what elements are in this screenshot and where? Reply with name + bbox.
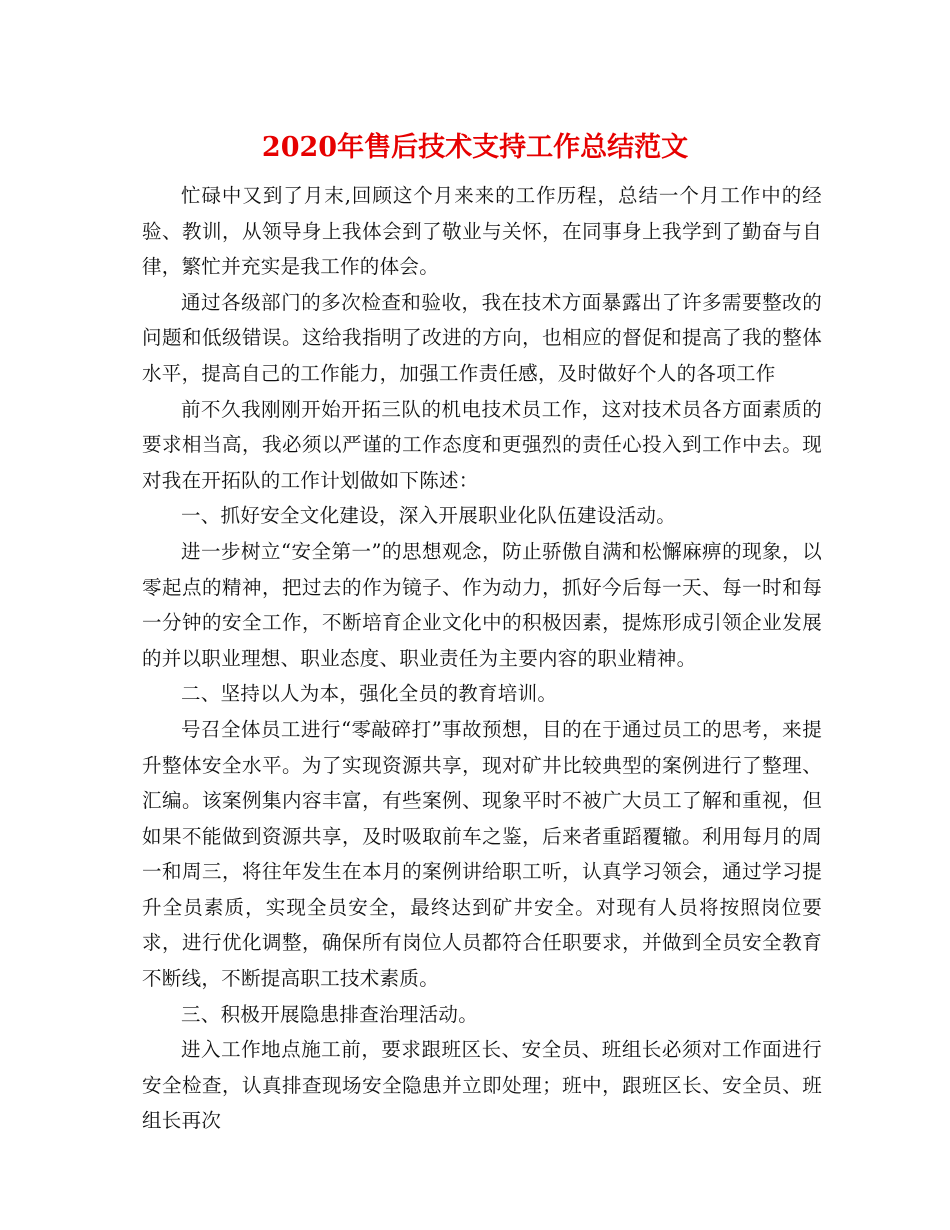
- paragraph-safety-culture: 进一步树立“安全第一”的思想观念，防止骄傲自满和松懈麻痹的现象，以零起点的精神，把过去的作为镜子、作为动力，抓好今后每一天、每一时和每一分钟的安全工作，不断培育企业文化中的积极因素，提炼形成引领企业发展的并以职业理想、职业态度、职业责任为主要内容的职业精神。: [142, 539, 822, 670]
- paragraph-training: 号召全体员工进行“零敲碎打”事故预想，目的在于通过员工的思考，来提升整体安全水平。为了实现资源共享，现对矿井比较典型的案例进行了整理、汇编。该案例集内容丰富，有些案例、现象平时不被广大员工了解和重视，但如果不能做到资源共享，及时吸取前车之鉴，后来者重蹈覆辙。利用每月的周一和周三，将往年发生在本月的案例讲给职工听，认真学习领会，通过学习提升全员素质，实现全员安全，最终达到矿井安全。对现有人员将按照岗位要求，进行优化调整，确保所有岗位人员都符合任职要求，并做到全员安全教育不断线，不断提高职工技术素质。: [142, 717, 822, 991]
- section-heading-1: 一、抓好安全文化建设，深入开展职业化队伍建设活动。: [181, 504, 677, 528]
- document-body: [142, 178, 822, 1139]
- document-title: 2020年售后技术支持工作总结范文: [261, 132, 689, 163]
- section-heading-2: 二、坚持以人为本，强化全员的教育培训。: [181, 682, 558, 706]
- paragraph-intro: 忙碌中又到了月末,回顾这个月来来的工作历程，总结一个月工作中的经验、教训，从领导身上我体会到了敬业与关怀，在同事身上我学到了勤奋与自律，繁忙并充实是我工作的体会。: [142, 184, 822, 279]
- paragraph-inspection: 通过各级部门的多次检查和验收，我在技术方面暴露出了许多需要整改的问题和低级错误。这给我指明了改进的方向，也相应的督促和提高了我的整体水平，提高自己的工作能力，加强工作责任感，及时做好个人的各项工作: [142, 290, 822, 385]
- paragraph-hazard-check: 进入工作地点施工前，要求跟班区长、安全员、班组长必须对工作面进行安全检查，认真排查现场安全隐患并立即处理；班中，跟班区长、安全员、班组长再次: [142, 1038, 822, 1133]
- paragraph-new-role: 前不久我刚刚开始开拓三队的机电技术员工作，这对技术员各方面素质的要求相当高，我必须以严谨的工作态度和更强烈的责任心投入到工作中去。现对我在开拓队的工作计划做如下陈述：: [142, 397, 822, 492]
- section-heading-3: 三、积极开展隐患排查治理活动。: [181, 1002, 479, 1026]
